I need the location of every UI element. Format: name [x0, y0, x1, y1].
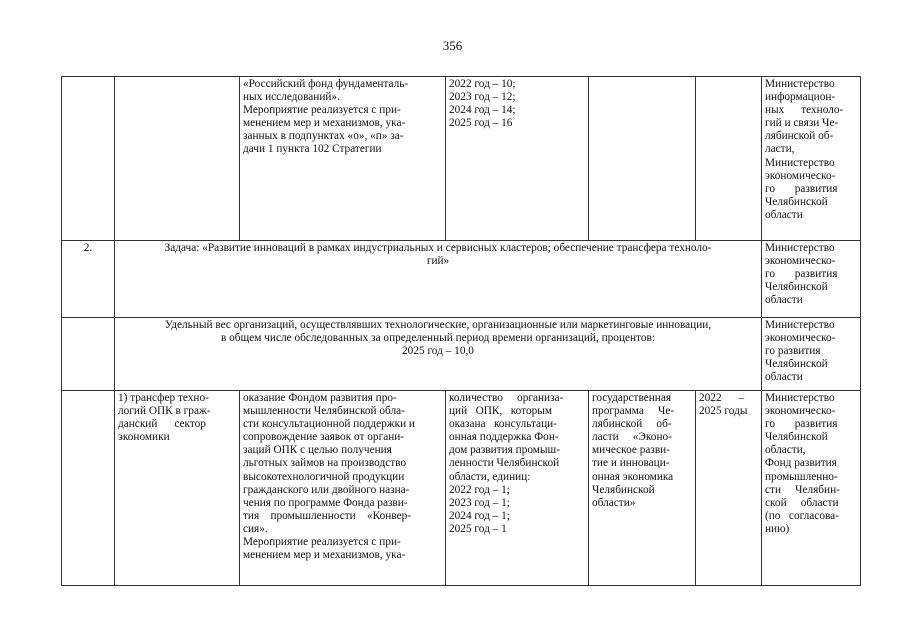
cell-num [62, 391, 115, 586]
table-row [62, 77, 861, 241]
cell-program: государственная программа Че- лябинской об- ласти «Эконо- мическое разви- тие и инноваци- онная экономика Челябинской области» [589, 391, 696, 586]
cell-executor: Министерство информацион- ных техноло- гий и связи Че- лябинской об- ласти, Министерство экономическо- го развития Челябинской области [762, 77, 861, 241]
task-cell: Задача: «Развитие инноваций в рамках индустриальных и сервисных кластеров; обеспечение трансфера техноло- гий» [115, 241, 762, 318]
program-table [61, 76, 861, 586]
cell-program [589, 77, 696, 241]
cell-num: 2. [62, 241, 115, 318]
page-number: 356 [442, 38, 463, 53]
cell-measure: «Российский фонд фундаменталь- ных исследований». Мероприятие реализуется с при- менением мер и механизмов, ука- занных в подпунктах «о», «п» за- дачи 1 пункта 102 Стратегии [240, 77, 446, 241]
cell-executor: Министерство экономическо- го развития Челябинской области, Фонд развития промышленно- сти Челябин- ской области (по согласова- нию) [762, 391, 861, 586]
cell-indicator: количество организа- ций ОПК, которым оказана консультаци- онная поддержка Фон- дом развития промыш- ленности Челябинской области, единиц: 2022 год – 1; 2023 год – 1; 2024 год – 1; 2025 год – 1 [446, 391, 589, 586]
cell-num [62, 77, 115, 241]
indicator-cell: Удельный вес организаций, осуществлявших технологические, организационные или маркетинговые инновации, в общем числе обследованных за определенный период времени организаций, процентов: 2025 год – 10,0 [115, 318, 762, 391]
table-row [62, 318, 861, 391]
cell-executor: Министерство экономическо- го развития Челябинской области [762, 318, 861, 391]
cell-period: 2022 – 2025 годы [696, 391, 762, 586]
cell-period [696, 77, 762, 241]
table-row [62, 391, 861, 586]
cell-indicator: 2022 год – 10; 2023 год – 12; 2024 год – 14; 2025 год – 16 [446, 77, 589, 241]
cell-direction: 1) трансфер техно- логий ОПК в граж- данский сектор экономики [115, 391, 240, 586]
cell-executor: Министерство экономическо- го развития Челябинской области [762, 241, 861, 318]
cell-num [62, 318, 115, 391]
cell-measure: оказание Фондом развития про- мышленности Челябинской обла- сти консультационной поддержки и сопровождение заявок от органи- заций ОПК с целью получения льготных займов на производство высокотехнологичной продукции гражданского или двойного назна- чения по программе Фонда разви- тия промышленности «Конвер- сия». Мероприятие реализуется с при- менением мер и механизмов, ука- [240, 391, 446, 586]
cell-direction [115, 77, 240, 241]
table-row [62, 241, 861, 318]
